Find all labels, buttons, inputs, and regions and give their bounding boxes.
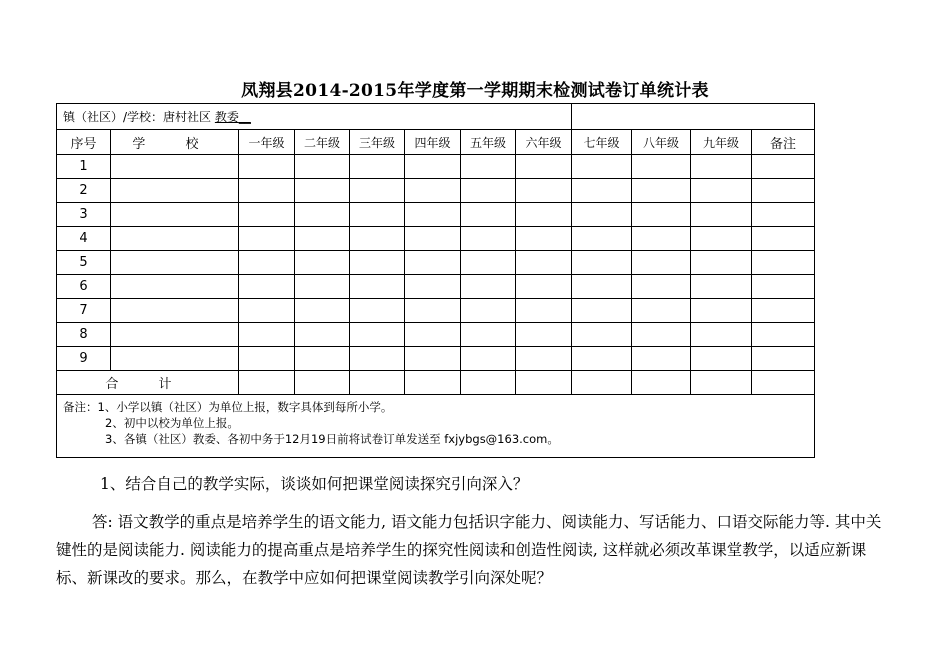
answer-text: 答: 语文教学的重点是培养学生的语文能力, 语文能力包括识字能力、阅读能力、写话能力、口语交际能力等. 其中关键性的是阅读能力. 阅读能力的提高重点是培养学生的探究性阅读和创造性阅读, 这样就必须改革课堂教学，以适应新课标、新课改的要求。那么，在教学中应如何把课堂阅读教学引向深处呢？ bbox=[56, 513, 882, 587]
row-number: 7 bbox=[57, 299, 111, 323]
school-input-cell[interactable] bbox=[111, 251, 239, 275]
header-grade-1: 一年级 bbox=[239, 130, 295, 155]
header-grade-7: 七年级 bbox=[572, 130, 632, 155]
order-table bbox=[56, 103, 815, 458]
header-remark: 备注 bbox=[752, 130, 815, 155]
school-input-cell[interactable] bbox=[111, 299, 239, 323]
school-row bbox=[57, 104, 815, 130]
school-value: 教委__ bbox=[214, 110, 251, 124]
header-grade-8: 八年级 bbox=[632, 130, 691, 155]
header-row bbox=[57, 130, 815, 155]
school-input-cell[interactable] bbox=[111, 275, 239, 299]
row-number: 3 bbox=[57, 203, 111, 227]
table-row bbox=[57, 179, 815, 203]
note-line-2: 2、初中以校为单位上报。 bbox=[105, 416, 239, 430]
header-grade-9: 九年级 bbox=[691, 130, 752, 155]
row-number: 2 bbox=[57, 179, 111, 203]
notes-row bbox=[57, 395, 815, 458]
header-grade-6: 六年级 bbox=[516, 130, 572, 155]
header-seq: 序号 bbox=[57, 130, 111, 155]
school-label: 镇（社区）/学校：唐村社区 bbox=[63, 110, 212, 124]
table-row bbox=[57, 203, 815, 227]
row-number: 5 bbox=[57, 251, 111, 275]
school-input-cell[interactable] bbox=[111, 323, 239, 347]
row-number: 8 bbox=[57, 323, 111, 347]
total-label: 合 计 bbox=[57, 371, 239, 395]
page-title: 凤翔县2014-2015年学度第一学期期末检测试卷订单统计表 bbox=[241, 81, 709, 101]
table-row bbox=[57, 251, 815, 275]
question-text: 1、结合自己的教学实际，谈谈如何把课堂阅读探究引向深入？ bbox=[100, 475, 529, 493]
row-number: 9 bbox=[57, 347, 111, 371]
school-input-cell[interactable] bbox=[111, 179, 239, 203]
header-grade-2: 二年级 bbox=[295, 130, 350, 155]
table-row bbox=[57, 227, 815, 251]
school-input-cell[interactable] bbox=[111, 347, 239, 371]
header-grade-4: 四年级 bbox=[405, 130, 461, 155]
school-row-blank bbox=[572, 104, 815, 130]
table-row bbox=[57, 155, 815, 179]
total-row bbox=[57, 371, 815, 395]
header-grade-5: 五年级 bbox=[461, 130, 516, 155]
table-row bbox=[57, 275, 815, 299]
row-number: 1 bbox=[57, 155, 111, 179]
table-row bbox=[57, 299, 815, 323]
school-input-cell[interactable] bbox=[111, 227, 239, 251]
table-row bbox=[57, 347, 815, 371]
school-cell bbox=[57, 104, 572, 130]
header-grade-3: 三年级 bbox=[350, 130, 405, 155]
school-input-cell[interactable] bbox=[111, 155, 239, 179]
note-line-3: 3、各镇（社区）教委、各初中务于12月19日前将试卷订单发送至 fxjybgs@163.com。 bbox=[105, 432, 559, 446]
row-number: 4 bbox=[57, 227, 111, 251]
header-school: 学 校 bbox=[111, 130, 239, 155]
row-number: 6 bbox=[57, 275, 111, 299]
school-input-cell[interactable] bbox=[111, 203, 239, 227]
notes-cell bbox=[57, 395, 815, 458]
table-row bbox=[57, 323, 815, 347]
note-line-1: 备注：1、小学以镇（社区）为单位上报，数字具体到每所小学。 bbox=[63, 400, 393, 414]
